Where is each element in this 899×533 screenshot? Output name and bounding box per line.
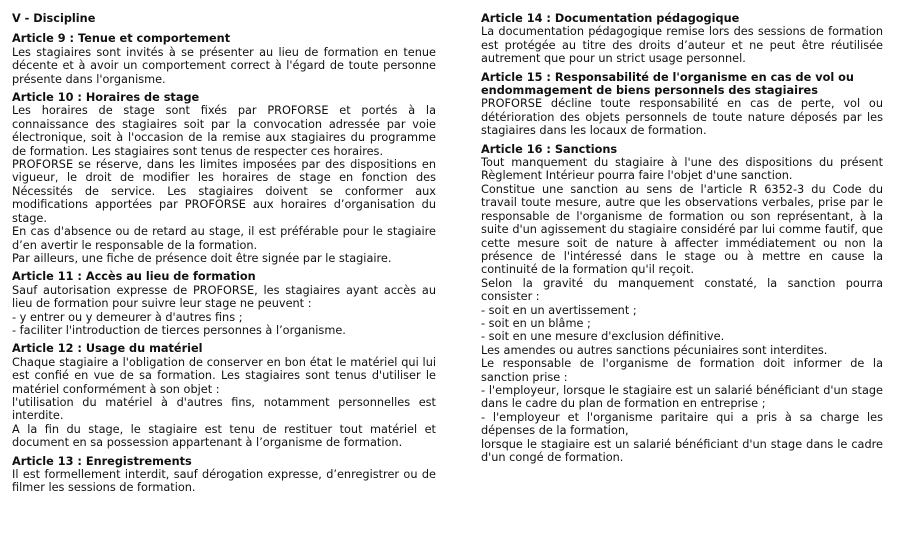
article-paragraph: Constitue une sanction au sens de l'article R 6352-3 du Code du travail toute mesure, autre que les observations verbales, prise par le responsable de l'organisme de formation ou son représentant, à la suite d'un agissement du stagiaire considéré par lui comme fautif, que cette mesure soit de nature à affecter immédiatement ou non la présence de l'intéressé dans le stage ou à mettre en cause la continuité de la formation qu'il reçoit. xyxy=(481,182,883,277)
article-paragraph: - faciliter l'introduction de tierces personnes à l’organisme. xyxy=(12,323,346,337)
article-paragraph: Les amendes ou autres sanctions pécuniaires sont interdites. xyxy=(481,343,828,357)
article-paragraph: PROFORSE décline toute responsabilité en cas de perte, vol ou détérioration des objets personnels de toute nature déposés par les stagiaires dans les locaux de formation. xyxy=(481,97,883,138)
article xyxy=(12,342,436,449)
article-paragraph: Les stagiaires sont invités à se présenter au lieu de formation en tenue décente et à avoir un comportement correct à l'égard de toute personne présente dans l'organisme. xyxy=(12,45,436,86)
article-paragraph: PROFORSE se réserve, dans les limites imposées par des dispositions en vigueur, le droit de modifier les horaires de stage en fonction des Nécessités de service. Les stagiaires doivent se conformer aux modifications apportées par PROFORSE aux horaires d’organisation du stage. xyxy=(12,158,436,225)
article-paragraph: Les horaires de stage sont fixés par PROFORSE et portés à la connaissance des stagiaires soit par la convocation adressée par voie électronique, soit à l'occasion de la remise aux stagiaires du programme de formation. Les stagiaires sont tenus de respecter ces horaires. xyxy=(12,104,436,158)
right-column xyxy=(481,12,883,469)
article-paragraph: - soit en une mesure d'exclusion définitive. xyxy=(481,330,725,344)
article xyxy=(12,455,436,495)
article-paragraph: lorsque le stagiaire est un salarié bénéficiant d'un stage dans le cadre d'un congé de formation. xyxy=(481,437,883,464)
article-paragraph: Il est formellement interdit, sauf dérogation expresse, d’enregistrer ou de filmer les sessions de formation. xyxy=(12,468,436,495)
article-title: Article 9 : Tenue et comportement xyxy=(12,32,231,46)
article-paragraph: Par ailleurs, une fiche de présence doit être signée par le stagiaire. xyxy=(12,251,392,265)
article-paragraph: - y entrer ou y demeurer à d'autres fins ; xyxy=(12,310,243,324)
article-paragraph: Chaque stagiaire a l'obligation de conserver en bon état le matériel qui lui est confié en vue de sa formation. Les stagiaires sont tenus d'utiliser le matériel conformément à son objet : xyxy=(12,355,436,396)
article-paragraph: La documentation pédagogique remise lors des sessions de formation est protégée au titre des droits d’auteur et ne peut être réutilisée autrement que pour un strict usage personnel. xyxy=(481,25,883,66)
article-title: Article 10 : Horaires de stage xyxy=(12,91,200,105)
article-title: Article 15 : Responsabilité de l'organisme en cas de vol ou endommagement de biens personnels des stagiaires xyxy=(481,70,854,98)
article-title: Article 11 : Accès au lieu de formation xyxy=(12,270,256,284)
article-title: Article 13 : Enregistrements xyxy=(12,454,192,468)
article-paragraph: En cas d'absence ou de retard au stage, il est préférable pour le stagiaire d’en avertir le responsable de la formation. xyxy=(12,225,436,252)
article-paragraph: A la fin du stage, le stagiaire est tenu de restituer tout matériel et document en sa possession appartenant à l’organisme de formation. xyxy=(12,422,436,450)
article xyxy=(12,32,436,86)
left-column xyxy=(12,12,436,500)
article-paragraph: - l'employeur, lorsque le stagiaire est un salarié bénéficiant d'un stage dans le cadre du plan de formation en entreprise ; xyxy=(481,383,883,411)
article xyxy=(12,91,436,265)
article-paragraph: - l'employeur et l'organisme paritaire qui a pris à sa charge les dépenses de la formation, xyxy=(481,410,883,438)
article-paragraph: Tout manquement du stagiaire à l'une des dispositions du présent Règlement Intérieur pourra faire l'objet d'une sanction. xyxy=(481,156,883,183)
article-paragraph: Selon la gravité du manquement constaté, la sanction pourra consister : xyxy=(481,276,883,304)
article-title: Article 12 : Usage du matériel xyxy=(12,342,203,356)
article-paragraph: Sauf autorisation expresse de PROFORSE, les stagiaires ayant accès au lieu de formation pour suivre leur stage ne peuvent : xyxy=(12,283,436,311)
article xyxy=(12,270,436,337)
section-title: V - Discipline xyxy=(12,12,96,25)
article-paragraph: - soit en un avertissement ; xyxy=(481,303,637,317)
article xyxy=(481,143,883,465)
article-paragraph: - soit en un blâme ; xyxy=(481,316,591,330)
article-title: Article 14 : Documentation pédagogique xyxy=(481,12,740,25)
article xyxy=(481,12,883,66)
article-title: Article 16 : Sanctions xyxy=(481,142,618,156)
article-paragraph: Le responsable de l'organisme de formation doit informer de la sanction prise : xyxy=(481,357,883,384)
article xyxy=(481,71,883,138)
article-paragraph: l'utilisation du matériel à d'autres fins, notamment personnelles est interdite. xyxy=(12,395,436,423)
